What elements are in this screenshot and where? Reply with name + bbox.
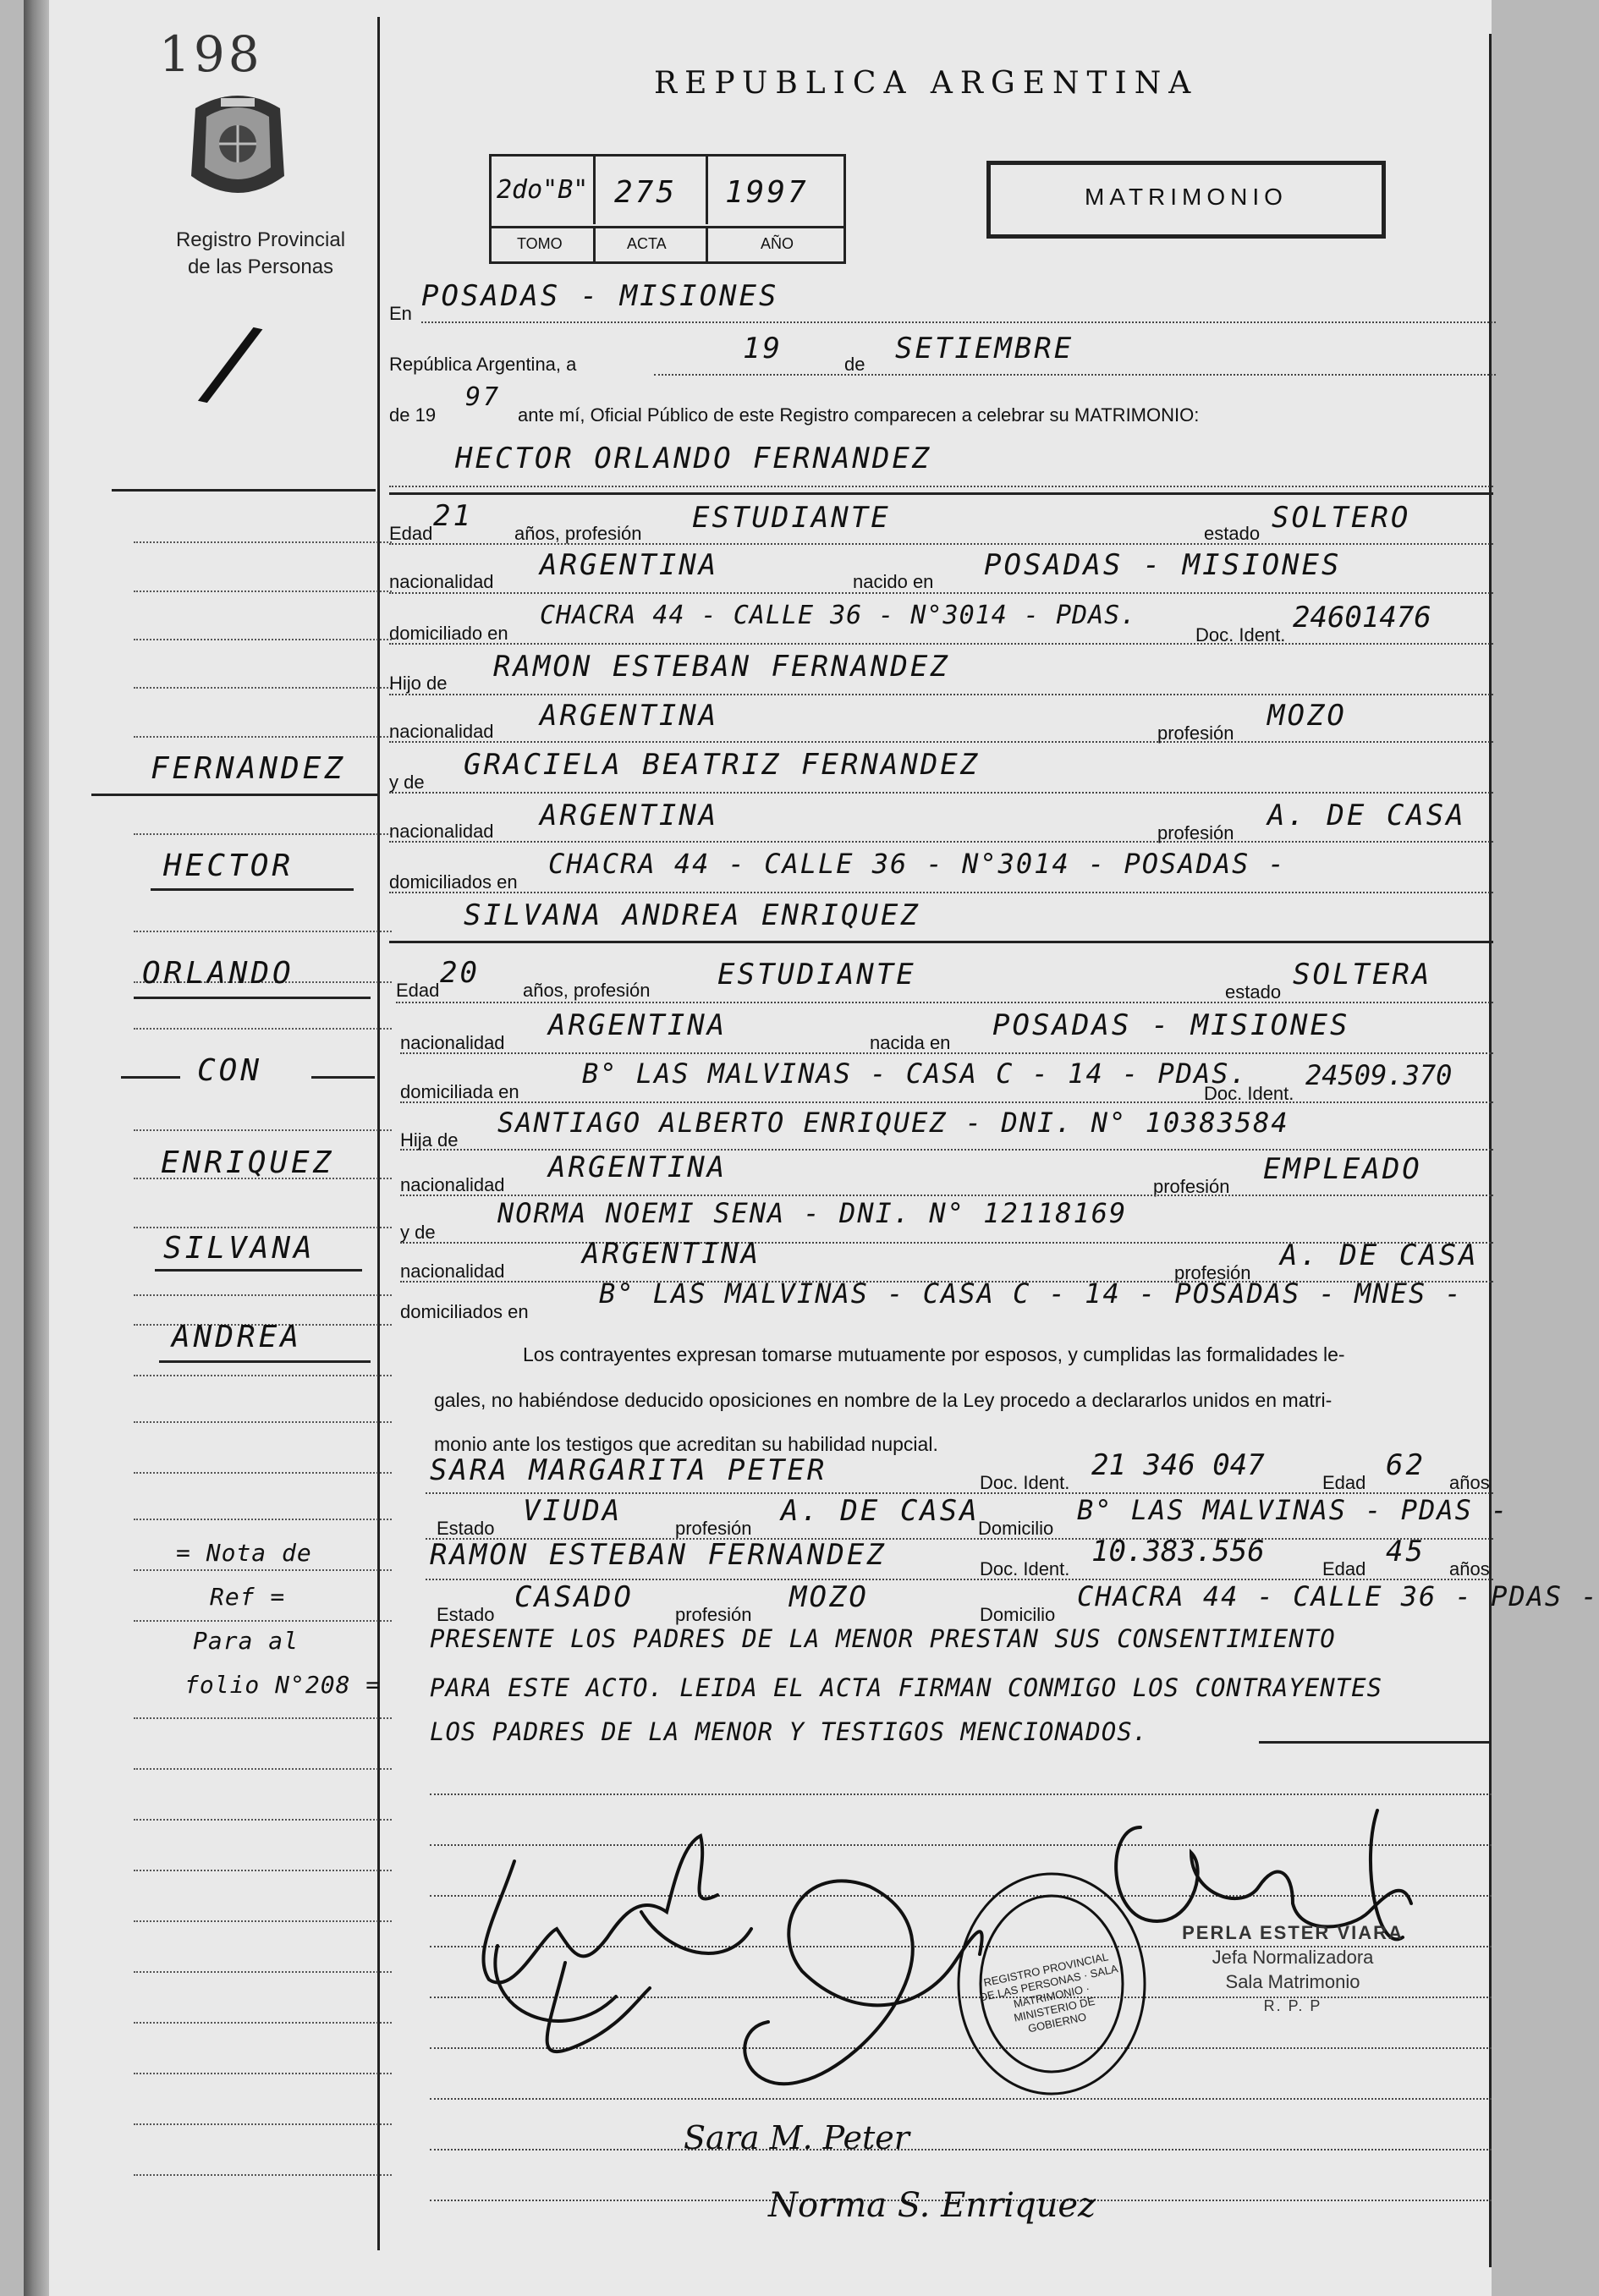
groom-doc: 24601476	[1293, 601, 1431, 634]
margin-bride-middle-name: ANDREA	[172, 1320, 303, 1354]
witness1-edad-label: Edad	[1322, 1472, 1366, 1493]
acta-value: 275	[614, 175, 678, 210]
groom-profession: ESTUDIANTE	[692, 501, 891, 535]
margin-slash: /	[190, 299, 274, 427]
witness1-name: SARA MARGARITA PETER	[430, 1453, 827, 1487]
bride-birthplace: POSADAS - MISIONES	[992, 1008, 1350, 1042]
year-suffix: 97	[465, 382, 502, 412]
margin-con: CON	[197, 1053, 263, 1088]
en-label: En	[389, 303, 412, 324]
groom-father-nationality: ARGENTINA	[540, 699, 719, 733]
bride-father-nationality: ARGENTINA	[548, 1151, 728, 1184]
bride-parents-domicile: B° LAS MALVINAS - CASA C - 14 - POSADAS - MNES -	[599, 1277, 1463, 1310]
bride-edad-label: Edad	[396, 980, 440, 1001]
groom-estado-label: estado	[1204, 523, 1261, 544]
witness2-anios-label: años	[1449, 1558, 1490, 1579]
svg-text:Norma S. Enriquez: Norma S. Enriquez	[768, 2186, 1096, 2225]
groom-father-label: Hijo de	[389, 673, 448, 694]
bride-estado-label: estado	[1225, 981, 1282, 1002]
republic-label: República Argentina, a	[389, 354, 577, 375]
bride-name: SILVANA ANDREA ENRIQUEZ	[464, 898, 920, 932]
bride-mother: NORMA NOEMI SENA - DNI. N° 12118169	[497, 1197, 1128, 1229]
bride-nationality: ARGENTINA	[548, 1008, 728, 1042]
witness2-name: RAMON ESTEBAN FERNANDEZ	[430, 1538, 887, 1572]
groom-profesion-label: años, profesión	[514, 523, 642, 544]
year-prefix: de 19	[389, 404, 437, 426]
groom-father-nac-label: nacionalidad	[389, 721, 494, 742]
bride-mother-profession: A. DE CASA	[1280, 1239, 1479, 1272]
witness1-doc: 21 346 047	[1091, 1448, 1265, 1482]
book-binding	[24, 0, 49, 2296]
witness1-doc-label: Doc. Ident.	[980, 1472, 1070, 1493]
margin-divider-line	[377, 17, 380, 2250]
witness1-estado: VIUDA	[523, 1494, 623, 1528]
notes-line-1: PRESENTE LOS PADRES DE LA MENOR PRESTAN SUS CONSENTIMIENTO	[430, 1624, 1336, 1653]
witness1-dom-label: Domicilio	[978, 1518, 1054, 1539]
de-label: de	[844, 354, 865, 375]
bride-nacida-label: nacida en	[870, 1032, 951, 1053]
notes-line-2: PARA ESTE ACTO. LEIDA EL ACTA FIRMAN CONMIGO LOS CONTRAYENTES	[430, 1673, 1383, 1702]
declaration-line-3: monio ante los testigos que acreditan su habilidad nupcial.	[434, 1433, 938, 1455]
groom-nac-label: nacionalidad	[389, 571, 494, 592]
witness2-age: 45	[1386, 1535, 1426, 1568]
groom-estado: SOLTERO	[1272, 501, 1411, 535]
margin-note: = Nota de Ref = Para al folio N°208 =	[176, 1539, 382, 1699]
month: SETIEMBRE	[895, 332, 1074, 365]
groom-mother-nationality: ARGENTINA	[540, 799, 719, 832]
margin-surname: FERNANDEZ	[151, 751, 347, 786]
bride-estado: SOLTERA	[1293, 958, 1432, 991]
witness1-age: 62	[1386, 1448, 1426, 1482]
groom-doc-label: Doc. Ident.	[1195, 624, 1286, 645]
bride-father-prof-label: profesión	[1153, 1176, 1230, 1197]
bride-mother-prof-label: profesión	[1174, 1262, 1251, 1283]
groom-domicile: CHACRA 44 - CALLE 36 - N°3014 - PDAS.	[540, 601, 1137, 630]
margin-first-name: HECTOR	[163, 849, 294, 883]
groom-nationality: ARGENTINA	[540, 548, 719, 582]
bride-profesion-label: años, profesión	[523, 980, 651, 1001]
bride-father-profession: EMPLEADO	[1263, 1152, 1422, 1186]
country-title: REPUBLICA ARGENTINA	[654, 66, 1199, 101]
witness1-estado-label: Estado	[437, 1518, 495, 1539]
witness2-domicile: CHACRA 44 - CALLE 36 - PDAS -	[1077, 1580, 1599, 1612]
groom-birthplace: POSADAS - MISIONES	[984, 548, 1342, 582]
groom-mother-label: y de	[389, 772, 425, 793]
groom-nacido-label: nacido en	[853, 571, 934, 592]
groom-father-prof-label: profesión	[1157, 722, 1234, 744]
margin-middle-name: ORLANDO	[142, 956, 294, 991]
declaration-line-1: Los contrayentes expresan tomarse mutuamente por esposos, y cumplidas las formalidades le-	[523, 1343, 1345, 1365]
bride-doc: 24509.370	[1305, 1059, 1453, 1091]
groom-father-profession: MOZO	[1267, 699, 1347, 733]
bride-father-nac-label: nacionalidad	[400, 1174, 505, 1195]
day: 19	[743, 332, 783, 365]
groom-parents-domicile: CHACRA 44 - CALLE 36 - N°3014 - POSADAS -	[548, 848, 1286, 880]
bride-domicile: B° LAS MALVINAS - CASA C - 14 - PDAS.	[582, 1057, 1248, 1090]
witness2-doc: 10.383.556	[1091, 1535, 1265, 1568]
groom-dom-label: domiciliado en	[389, 623, 508, 644]
margin-top-rule	[112, 489, 376, 492]
witness2-edad-label: Edad	[1322, 1558, 1366, 1579]
round-seal-text: REGISTRO PROVINCIAL DE LAS PERSONAS · SALA MATRIMONIO · MINISTERIO DE GOBIERNO	[978, 1950, 1119, 2035]
groom-mother-prof-label: profesión	[1157, 822, 1234, 843]
page-number: 198	[159, 25, 263, 83]
witness1-domicile: B° LAS MALVINAS - PDAS -	[1077, 1494, 1509, 1526]
groom-mother: GRACIELA BEATRIZ FERNANDEZ	[464, 748, 981, 782]
bride-age: 20	[440, 956, 480, 990]
margin-bride-first-name: SILVANA	[163, 1231, 316, 1266]
bride-father-label: Hija de	[400, 1129, 459, 1151]
declaration-line-2: gales, no habiéndose deducido oposiciones en nombre de la Ley procedo a declararlos unidos en matri-	[434, 1389, 1332, 1411]
groom-edad-label: Edad	[389, 523, 433, 544]
act-type-box	[986, 161, 1386, 239]
certificate-page	[24, 0, 1599, 2296]
provincial-seal-icon	[183, 83, 293, 210]
tomo-value: 2do"B"	[497, 175, 589, 205]
witness2-estado: CASADO	[514, 1580, 634, 1614]
bride-father: SANTIAGO ALBERTO ENRIQUEZ - DNI. N° 10383584	[497, 1107, 1289, 1139]
groom-mother-profession: A. DE CASA	[1267, 799, 1466, 832]
bride-mother-nac-label: nacionalidad	[400, 1261, 505, 1282]
bride-mother-label: y de	[400, 1222, 436, 1243]
groom-parents-dom-label: domiciliados en	[389, 871, 518, 893]
svg-text:Sara M. Peter: Sara M. Peter	[684, 2119, 909, 2156]
act-type-label: MATRIMONIO	[1085, 184, 1288, 210]
witness2-profession: MOZO	[789, 1580, 869, 1614]
witness1-profession: A. DE CASA	[781, 1494, 980, 1528]
official-stamp: PERLA ESTER VIARA Jefa Normalizadora Sala Matrimonio R. P. P	[1182, 1922, 1404, 2014]
bride-dom-label: domiciliada en	[400, 1081, 519, 1102]
bride-parents-dom-label: domiciliados en	[400, 1301, 529, 1322]
witness2-prof-label: profesión	[675, 1604, 752, 1625]
bride-mother-nationality: ARGENTINA	[582, 1237, 761, 1271]
witness2-doc-label: Doc. Ident.	[980, 1558, 1070, 1579]
margin-bride-surname: ENRIQUEZ	[161, 1145, 335, 1180]
marriage-statement: ante mí, Oficial Público de este Registro comparecen a celebrar su MATRIMONIO:	[518, 404, 1200, 426]
groom-age: 21	[433, 499, 473, 533]
tomo-label: TOMO	[517, 235, 563, 252]
witness2-estado-label: Estado	[437, 1604, 495, 1625]
anio-value: 1997	[725, 175, 809, 210]
record-number-box	[489, 154, 846, 264]
bride-profession: ESTUDIANTE	[717, 958, 916, 991]
place: POSADAS - MISIONES	[421, 279, 779, 313]
registry-name: Registro Provincial de las Personas	[175, 228, 346, 278]
anio-label: AÑO	[761, 235, 794, 252]
groom-name: HECTOR ORLANDO FERNANDEZ	[455, 442, 932, 475]
bride-doc-label: Doc. Ident.	[1204, 1083, 1294, 1104]
notes-line-3: LOS PADRES DE LA MENOR Y TESTIGOS MENCIONADOS.	[430, 1717, 1149, 1746]
groom-mother-nac-label: nacionalidad	[389, 821, 494, 842]
witness2-dom-label: Domicilio	[980, 1604, 1056, 1625]
groom-father: RAMON ESTEBAN FERNANDEZ	[493, 650, 950, 684]
acta-label: ACTA	[627, 235, 667, 252]
witness1-prof-label: profesión	[675, 1518, 752, 1539]
bride-nac-label: nacionalidad	[400, 1032, 505, 1053]
witness1-anios-label: años	[1449, 1472, 1490, 1493]
